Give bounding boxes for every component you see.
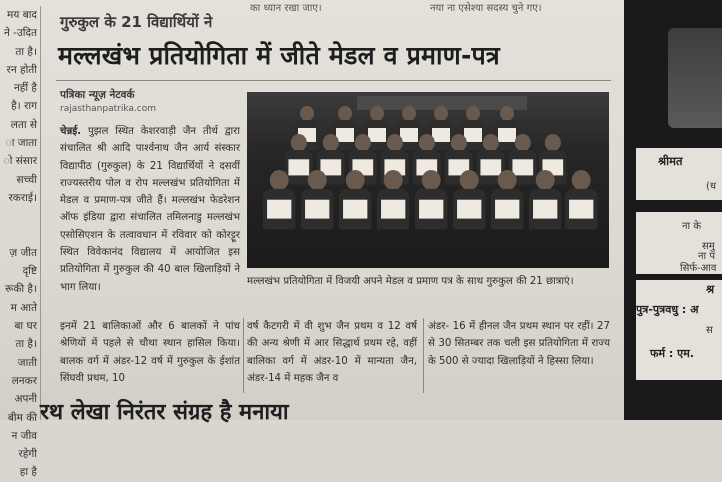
fragment-line	[0, 226, 40, 244]
dateline: चेन्नई.	[60, 126, 82, 137]
fragment-line: रकराई।	[8, 191, 37, 204]
headline-rule	[56, 80, 611, 81]
ad-text-9: स	[706, 325, 713, 336]
fragment-line: अपनी	[14, 393, 37, 406]
article-headline: मल्लखंभ प्रतियोगिता में जीते मेडल व प्रमाण-पत्र	[58, 41, 500, 70]
fragment-line: रूकी है।	[5, 283, 37, 296]
ad-text-7: श्र	[706, 282, 715, 296]
right-advertisement-panel	[624, 0, 722, 420]
fragment-line: ने -उदित	[4, 27, 37, 40]
ad-box-1	[636, 148, 722, 200]
fragment-line: मय बाद	[7, 9, 37, 21]
fragment-line: नहीं है	[13, 82, 37, 95]
fragment-line: रन होती	[6, 63, 37, 76]
fragment-line: ता है।	[15, 45, 37, 58]
article-paragraph-1	[60, 123, 240, 296]
article-website: rajasthanpatrika.com	[60, 104, 156, 114]
fragment-line: रहेगी	[18, 448, 37, 461]
fragment-line: ो संसार	[3, 155, 37, 168]
fragment-line: हा है	[19, 466, 37, 479]
ad-box-3	[636, 280, 722, 380]
ad-text-1: श्रीमत	[658, 154, 683, 168]
group-photo	[247, 92, 609, 268]
ad-text-8: पुत्र-पुत्रवधु : अ	[636, 303, 699, 316]
fragment-line: न जीव	[11, 429, 37, 442]
fragment-line: ज़ जीत	[9, 246, 37, 259]
ad-text-3: ना के	[682, 221, 701, 232]
fragment-line	[0, 207, 40, 225]
article-paragraph-3: वर्ष कैटगरी में वी शुभ जैन प्रथम व 12 वर्ष की अन्य श्रेणी में आर सिद्धार्थ प्रथम रहे, वहीं बालिका वर्ग में अंडर-10 में मान्यता जैन, अंडर-14 में महक जैन व	[247, 321, 417, 384]
next-article-headline: रथ लेखा निरंतर संग्रह है मनाया	[40, 400, 289, 425]
ad-box-2	[636, 212, 722, 274]
fragment-line: लनकर	[11, 374, 37, 387]
article-paragraph-4: अंडर- 16 में हीनल जैन प्रथम स्थान पर रहीं। 27 से 30 सितम्बर तक चली इस प्रतियोगिता में राज्य के 500 से ज्यादा खिलाड़ियों ने हिस्सा लिया।	[428, 321, 610, 367]
top-strip-text-left: का ध्यान रखा जाए।	[250, 3, 322, 14]
photo-caption: मल्लखंभ प्रतियोगिता में विजयी अपने मेडल व प्रमाण पत्र के साथ गुरुकुल की 21 छात्राएं।	[247, 276, 574, 287]
adjacent-column-fragment	[0, 6, 41, 479]
ad-text-6: सिर्फ-आव	[680, 263, 717, 274]
ad-text-5: ना प	[698, 251, 715, 262]
fragment-line: ता है।	[15, 338, 37, 351]
ad-text-2: (ध	[706, 181, 717, 192]
fragment-line: सच्ची	[16, 173, 37, 186]
fragment-line: है। राग	[11, 100, 37, 113]
fragment-line: लता से	[10, 118, 37, 131]
fragment-line: बीम की	[7, 411, 37, 424]
ad-text-4: समु	[702, 241, 715, 252]
article-kicker: गुरुकुल के 21 विद्यार्थियों ने	[60, 13, 213, 31]
fragment-line: ा जाता	[5, 137, 37, 150]
column-divider	[243, 318, 244, 393]
top-strip-text-right: नया ना एसेश्या सदस्य चुने गए।	[430, 3, 542, 14]
fragment-line: दृष्टि	[22, 265, 37, 278]
ad-text-10: फर्म : एम.	[650, 347, 694, 360]
column-divider	[423, 318, 424, 393]
article-byline: पत्रिका न्यूज़ नेटवर्क	[60, 89, 135, 101]
article-paragraph-2: इनमें 21 बालिकाओं और 6 बालकों ने पांच श्रेणियों में पहले से चौथा स्थान हासिल किया। बालक वर्ग में अंडर-12 वर्ष में गुरुकुल के ईशांत सिंघवी प्रथम, 10	[60, 321, 240, 384]
fragment-line: जाती	[17, 356, 37, 369]
fragment-line: बा घर	[14, 320, 37, 333]
fragment-line: म आते	[10, 301, 37, 314]
paragraph-1-text: पुझल स्थित केशरवाड़ी जैन तीर्थ द्वारा संचालित श्री आदि पार्श्वनाथ जैन आर्य संस्कार विद्यापीठ (गुरुकुल) के 21 विद्यार्थियों ने दसवीं राज्यस्तरीय पोल व रोप मल्लखंभ प्रतियोगिता में मेडल व प्रमाण-पत्र जीते हैं। मल्लखंभ फेडरेशन ऑफ इंडिया द्वारा संचालित तमिलनाडु मल्लखंभ एसोसिएशन के तत्वावधान में रविवार को कोरट्टूर स्थित विवेकानंद विद्यालय में आयोजित इस प्रतियोगिता में गुरुकुल की 40 बाल खिलाड़ियों ने भाग लिया।	[60, 126, 240, 293]
portrait-photo	[668, 28, 722, 128]
